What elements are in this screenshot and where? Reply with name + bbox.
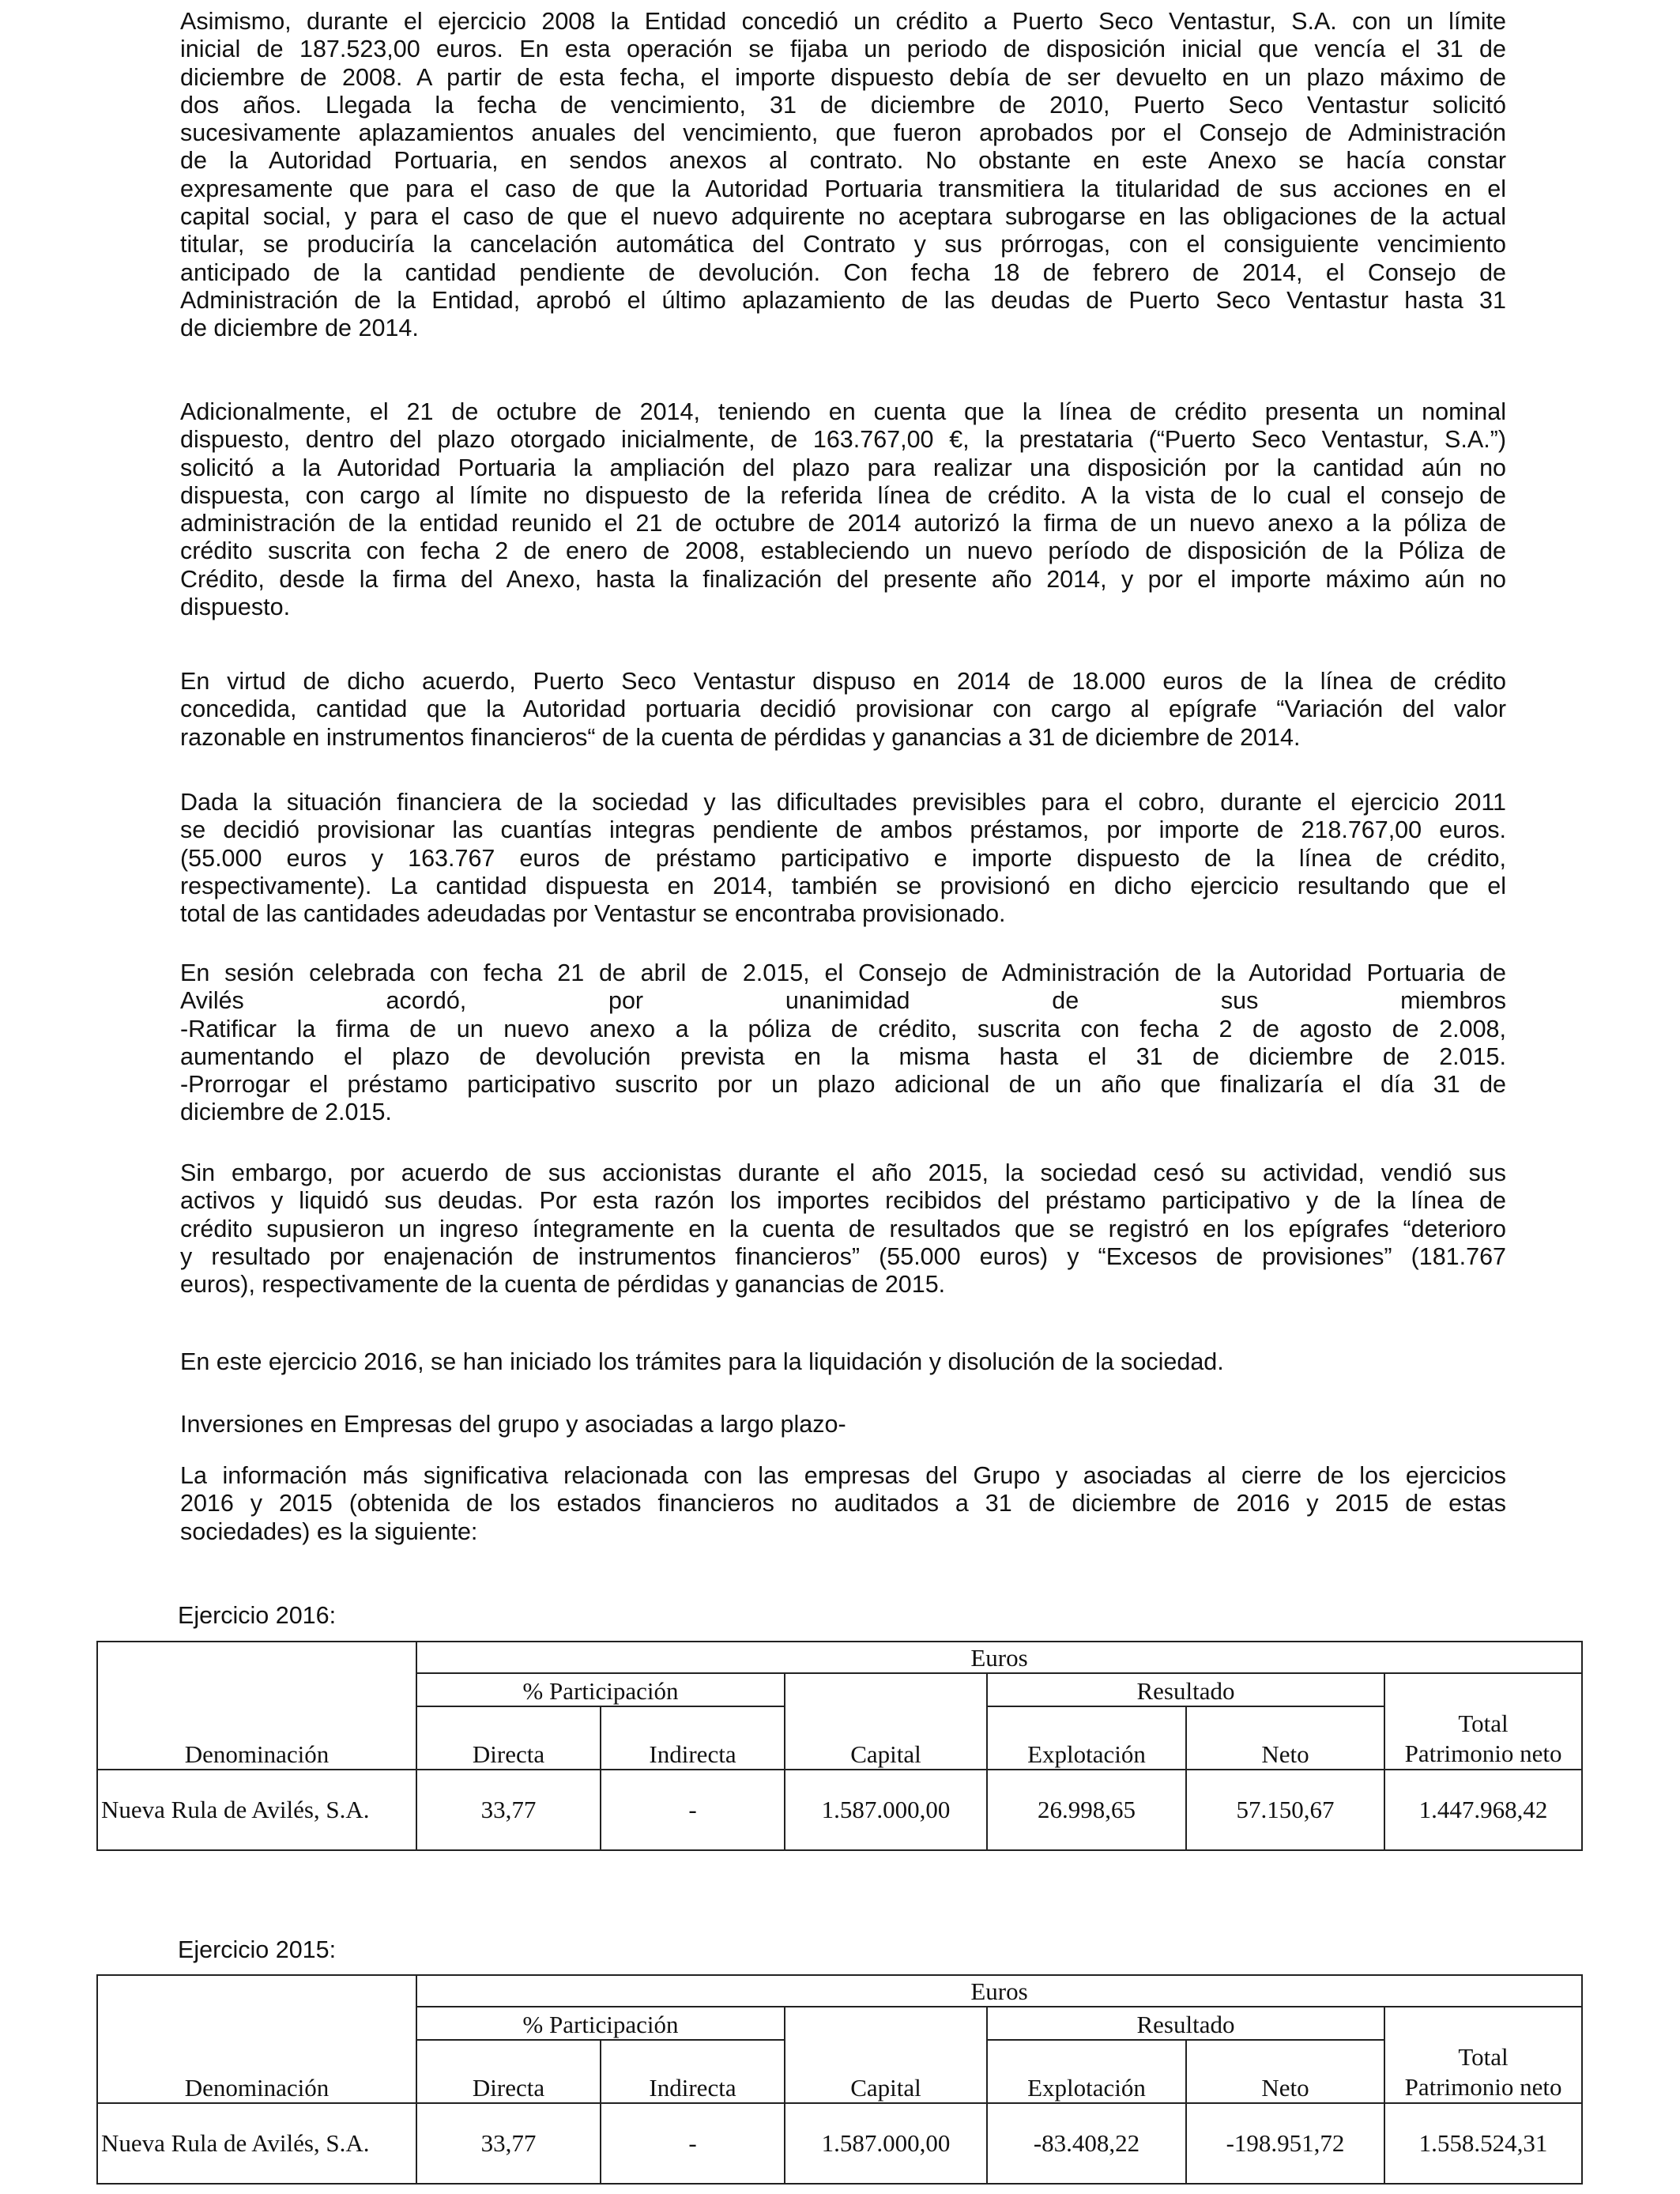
text-line: titular, se produciría la cancelación automática del Contrato y sus prórrogas, con el consiguiente vencimiento xyxy=(180,231,1506,258)
text-line: dispuesta, con cargo al límite no dispuesto de la referida línea de crédito. A la vista de lo cual el consejo de xyxy=(180,481,1506,509)
text-line: Dada la situación financiera de la sociedad y las dificultades previsibles para el cobro, durante el ejercicio 2011 xyxy=(180,789,1506,816)
table-caption-2015: Ejercicio 2015: xyxy=(178,1936,337,1963)
table-2016 xyxy=(96,1641,1583,1851)
header-euros: Euros xyxy=(416,1975,1582,2007)
paragraph-ejercicio-2016 xyxy=(180,1348,1506,1376)
cell-directa: 33,77 xyxy=(416,1770,601,1850)
text-line: dos años. Llegada la fecha de vencimiento, 31 de diciembre de 2010, Puerto Seco Ventastur solicitó xyxy=(180,91,1506,119)
table-row xyxy=(97,2103,1582,2184)
text-line: aumentando el plazo de devolución prevista en la misma hasta el 31 de diciembre de 2.015. xyxy=(180,1042,1506,1070)
cell-directa: 33,77 xyxy=(416,2103,601,2184)
header-explotacion: Explotación xyxy=(987,2040,1186,2103)
text-line: Avilés acordó, por unanimidad de sus miembros xyxy=(180,987,1506,1015)
text-line: anticipado de la cantidad pendiente de devolución. Con fecha 18 de febrero de 2014, el Consejo de xyxy=(180,258,1506,286)
cell-indirecta: - xyxy=(601,1770,785,1850)
text-line: de diciembre de 2014. xyxy=(180,315,419,342)
paragraph-virtud-acuerdo xyxy=(180,668,1506,752)
text-line: sucesivamente aplazamientos anuales del vencimiento, que fueron aprobados por el Consejo de Administración xyxy=(180,119,1506,147)
section-heading-inversiones xyxy=(180,1411,1506,1438)
text-line: La información más significativa relacionada con las empresas del Grupo y asociadas al cierre de los ejercicios xyxy=(180,1462,1506,1489)
cell-explotacion: -83.408,22 xyxy=(987,2103,1186,2184)
paragraph-sesion-abril xyxy=(180,959,1506,1127)
text-line: -Ratificar la firma de un nuevo anexo a la póliza de crédito, suscrita con fecha 2 de agosto de 2.008, xyxy=(180,1015,1506,1042)
table-row xyxy=(97,1770,1582,1850)
header-capital: Capital xyxy=(785,1673,987,1770)
text-line: crédito supusieron un ingreso íntegramente en la cuenta de resultados que se registró en los epígrafes “deterioro xyxy=(180,1215,1506,1242)
header-denominacion: Denominación xyxy=(97,1975,416,2103)
text-line: diciembre de 2008. A partir de esta fecha, el importe dispuesto debía de ser devuelto en un plazo máximo de xyxy=(180,63,1506,91)
table-caption-2016: Ejercicio 2016: xyxy=(178,1602,337,1629)
header-explotacion: Explotación xyxy=(987,1706,1186,1770)
text-line: expresamente que para el caso de que la Autoridad Portuaria transmitiera la titularidad de sus acciones en el xyxy=(180,175,1506,202)
header-total-patrimonio: Total Patrimonio neto xyxy=(1384,2007,1582,2103)
text-line: solicitó a la Autoridad Portuaria la ampliación del plazo para realizar una disposición por la cantidad aún no xyxy=(180,454,1506,481)
text-line: dispuesto, dentro del plazo otorgado inicialmente, de 163.767,00 €, la prestataria (“Puerto Seco Ventastur, S.A.”) xyxy=(180,426,1506,454)
paragraph-sin-embargo xyxy=(180,1159,1506,1299)
table-2015 xyxy=(96,1974,1583,2185)
header-indirecta: Indirecta xyxy=(601,2040,785,2103)
text-line: razonable en instrumentos financieros“ de la cuenta de pérdidas y ganancias a 31 de diciembre de 2014. xyxy=(180,723,1301,751)
text-line: 2016 y 2015 (obtenida de los estados financieros no auditados a 31 de diciembre de 2016 y 2015 de estas xyxy=(180,1490,1506,1517)
header-resultado: Resultado xyxy=(987,2007,1384,2040)
text-line: Adicionalmente, el 21 de octubre de 2014, teniendo en cuenta que la línea de crédito presenta un nominal xyxy=(180,398,1506,425)
paragraph-informacion xyxy=(180,1462,1506,1546)
header-neto: Neto xyxy=(1186,1706,1384,1770)
text-line: En este ejercicio 2016, se han iniciado los trámites para la liquidación y disolución de la sociedad. xyxy=(180,1348,1224,1375)
cell-total: 1.447.968,42 xyxy=(1384,1770,1582,1850)
text-line: dispuesto. xyxy=(180,594,291,621)
text-line: Asimismo, durante el ejercicio 2008 la Entidad concedió un crédito a Puerto Seco Ventastur, S.A. con un límite xyxy=(180,8,1506,35)
text-line: y resultado por enajenación de instrumentos financieros” (55.000 euros) y “Excesos de provisiones” (181.767 xyxy=(180,1242,1506,1270)
header-participacion: % Participación xyxy=(416,2007,785,2040)
text-line: Crédito, desde la firma del Anexo, hasta la finalización del presente año 2014, y por el importe máximo aún no xyxy=(180,565,1506,593)
cell-indirecta: - xyxy=(601,2103,785,2184)
paragraph-adicionalmente xyxy=(180,398,1506,621)
text-line: capital social, y para el caso de que el nuevo adquirente no aceptara subrogarse en las obligaciones de la actual xyxy=(180,203,1506,231)
text-line: administración de la entidad reunido el 21 de octubre de 2014 autorizó la firma de un nuevo anexo a la póliza de xyxy=(180,510,1506,537)
text-line: activos y liquidó sus deudas. Por esta razón los importes recibidos del préstamo participativo y de la línea de xyxy=(180,1187,1506,1215)
cell-total: 1.558.524,31 xyxy=(1384,2103,1582,2184)
text-line: En sesión celebrada con fecha 21 de abril de 2.015, el Consejo de Administración de la Autoridad Portuaria de xyxy=(180,959,1506,986)
text-line: -Prorrogar el préstamo participativo suscrito por un plazo adicional de un año que finalizaría el día 31 de xyxy=(180,1071,1506,1099)
text-line: crédito suscrita con fecha 2 de enero de 2008, estableciendo un nuevo período de disposición de la Póliza de xyxy=(180,537,1506,565)
header-participacion: % Participación xyxy=(416,1673,785,1706)
cell-neto: -198.951,72 xyxy=(1186,2103,1384,2184)
text-line: Inversiones en Empresas del grupo y asociadas a largo plazo- xyxy=(180,1411,846,1438)
text-line: inicial de 187.523,00 euros. En esta operación se fijaba un periodo de disposición inicial que vencía el 31 de xyxy=(180,36,1506,63)
header-indirecta: Indirecta xyxy=(601,1706,785,1770)
paragraph-situacion-financiera xyxy=(180,789,1506,928)
text-line: Sin embargo, por acuerdo de sus accionistas durante el año 2015, la sociedad cesó su actividad, vendió sus xyxy=(180,1159,1506,1186)
text-line: (55.000 euros y 163.767 euros de préstamo participativo e importe dispuesto de la línea de crédito, xyxy=(180,844,1506,872)
cell-explotacion: 26.998,65 xyxy=(987,1770,1186,1850)
text-line: concedida, cantidad que la Autoridad portuaria decidió provisionar con cargo al epígrafe “Variación del valor xyxy=(180,696,1506,723)
text-line: total de las cantidades adeudadas por Ventastur se encontraba provisionado. xyxy=(180,900,1006,928)
text-line: diciembre de 2.015. xyxy=(180,1099,392,1126)
header-denominacion: Denominación xyxy=(97,1642,416,1770)
header-euros: Euros xyxy=(416,1642,1582,1673)
text-line: de la Autoridad Portuaria, en sendos anexos al contrato. No obstante en este Anexo se hacía constar xyxy=(180,147,1506,175)
text-line: sociedades) es la siguiente: xyxy=(180,1517,478,1545)
cell-capital: 1.587.000,00 xyxy=(785,2103,987,2184)
header-directa: Directa xyxy=(416,2040,601,2103)
text-line: Administración de la Entidad, aprobó el último aplazamiento de las deudas de Puerto Seco Ventastur hasta 31 xyxy=(180,286,1506,314)
cell-neto: 57.150,67 xyxy=(1186,1770,1384,1850)
paragraph-credito-2008 xyxy=(180,8,1506,343)
text-line: En virtud de dicho acuerdo, Puerto Seco Ventastur dispuso en 2014 de 18.000 euros de la línea de crédito xyxy=(180,668,1506,695)
header-capital: Capital xyxy=(785,2007,987,2103)
header-resultado: Resultado xyxy=(987,1673,1384,1706)
cell-denominacion: Nueva Rula de Avilés, S.A. xyxy=(97,2103,416,2184)
cell-capital: 1.587.000,00 xyxy=(785,1770,987,1850)
cell-denominacion: Nueva Rula de Avilés, S.A. xyxy=(97,1770,416,1850)
text-line: se decidió provisionar las cuantías integras pendiente de ambos préstamos, por importe de 218.767,00 euros. xyxy=(180,816,1506,844)
text-line: respectivamente). La cantidad dispuesta en 2014, también se provisionó en dicho ejercicio resultando que el xyxy=(180,872,1506,899)
header-neto: Neto xyxy=(1186,2040,1384,2103)
header-total-patrimonio: Total Patrimonio neto xyxy=(1384,1673,1582,1770)
text-line: euros), respectivamente de la cuenta de pérdidas y ganancias de 2015. xyxy=(180,1271,946,1299)
header-directa: Directa xyxy=(416,1706,601,1770)
